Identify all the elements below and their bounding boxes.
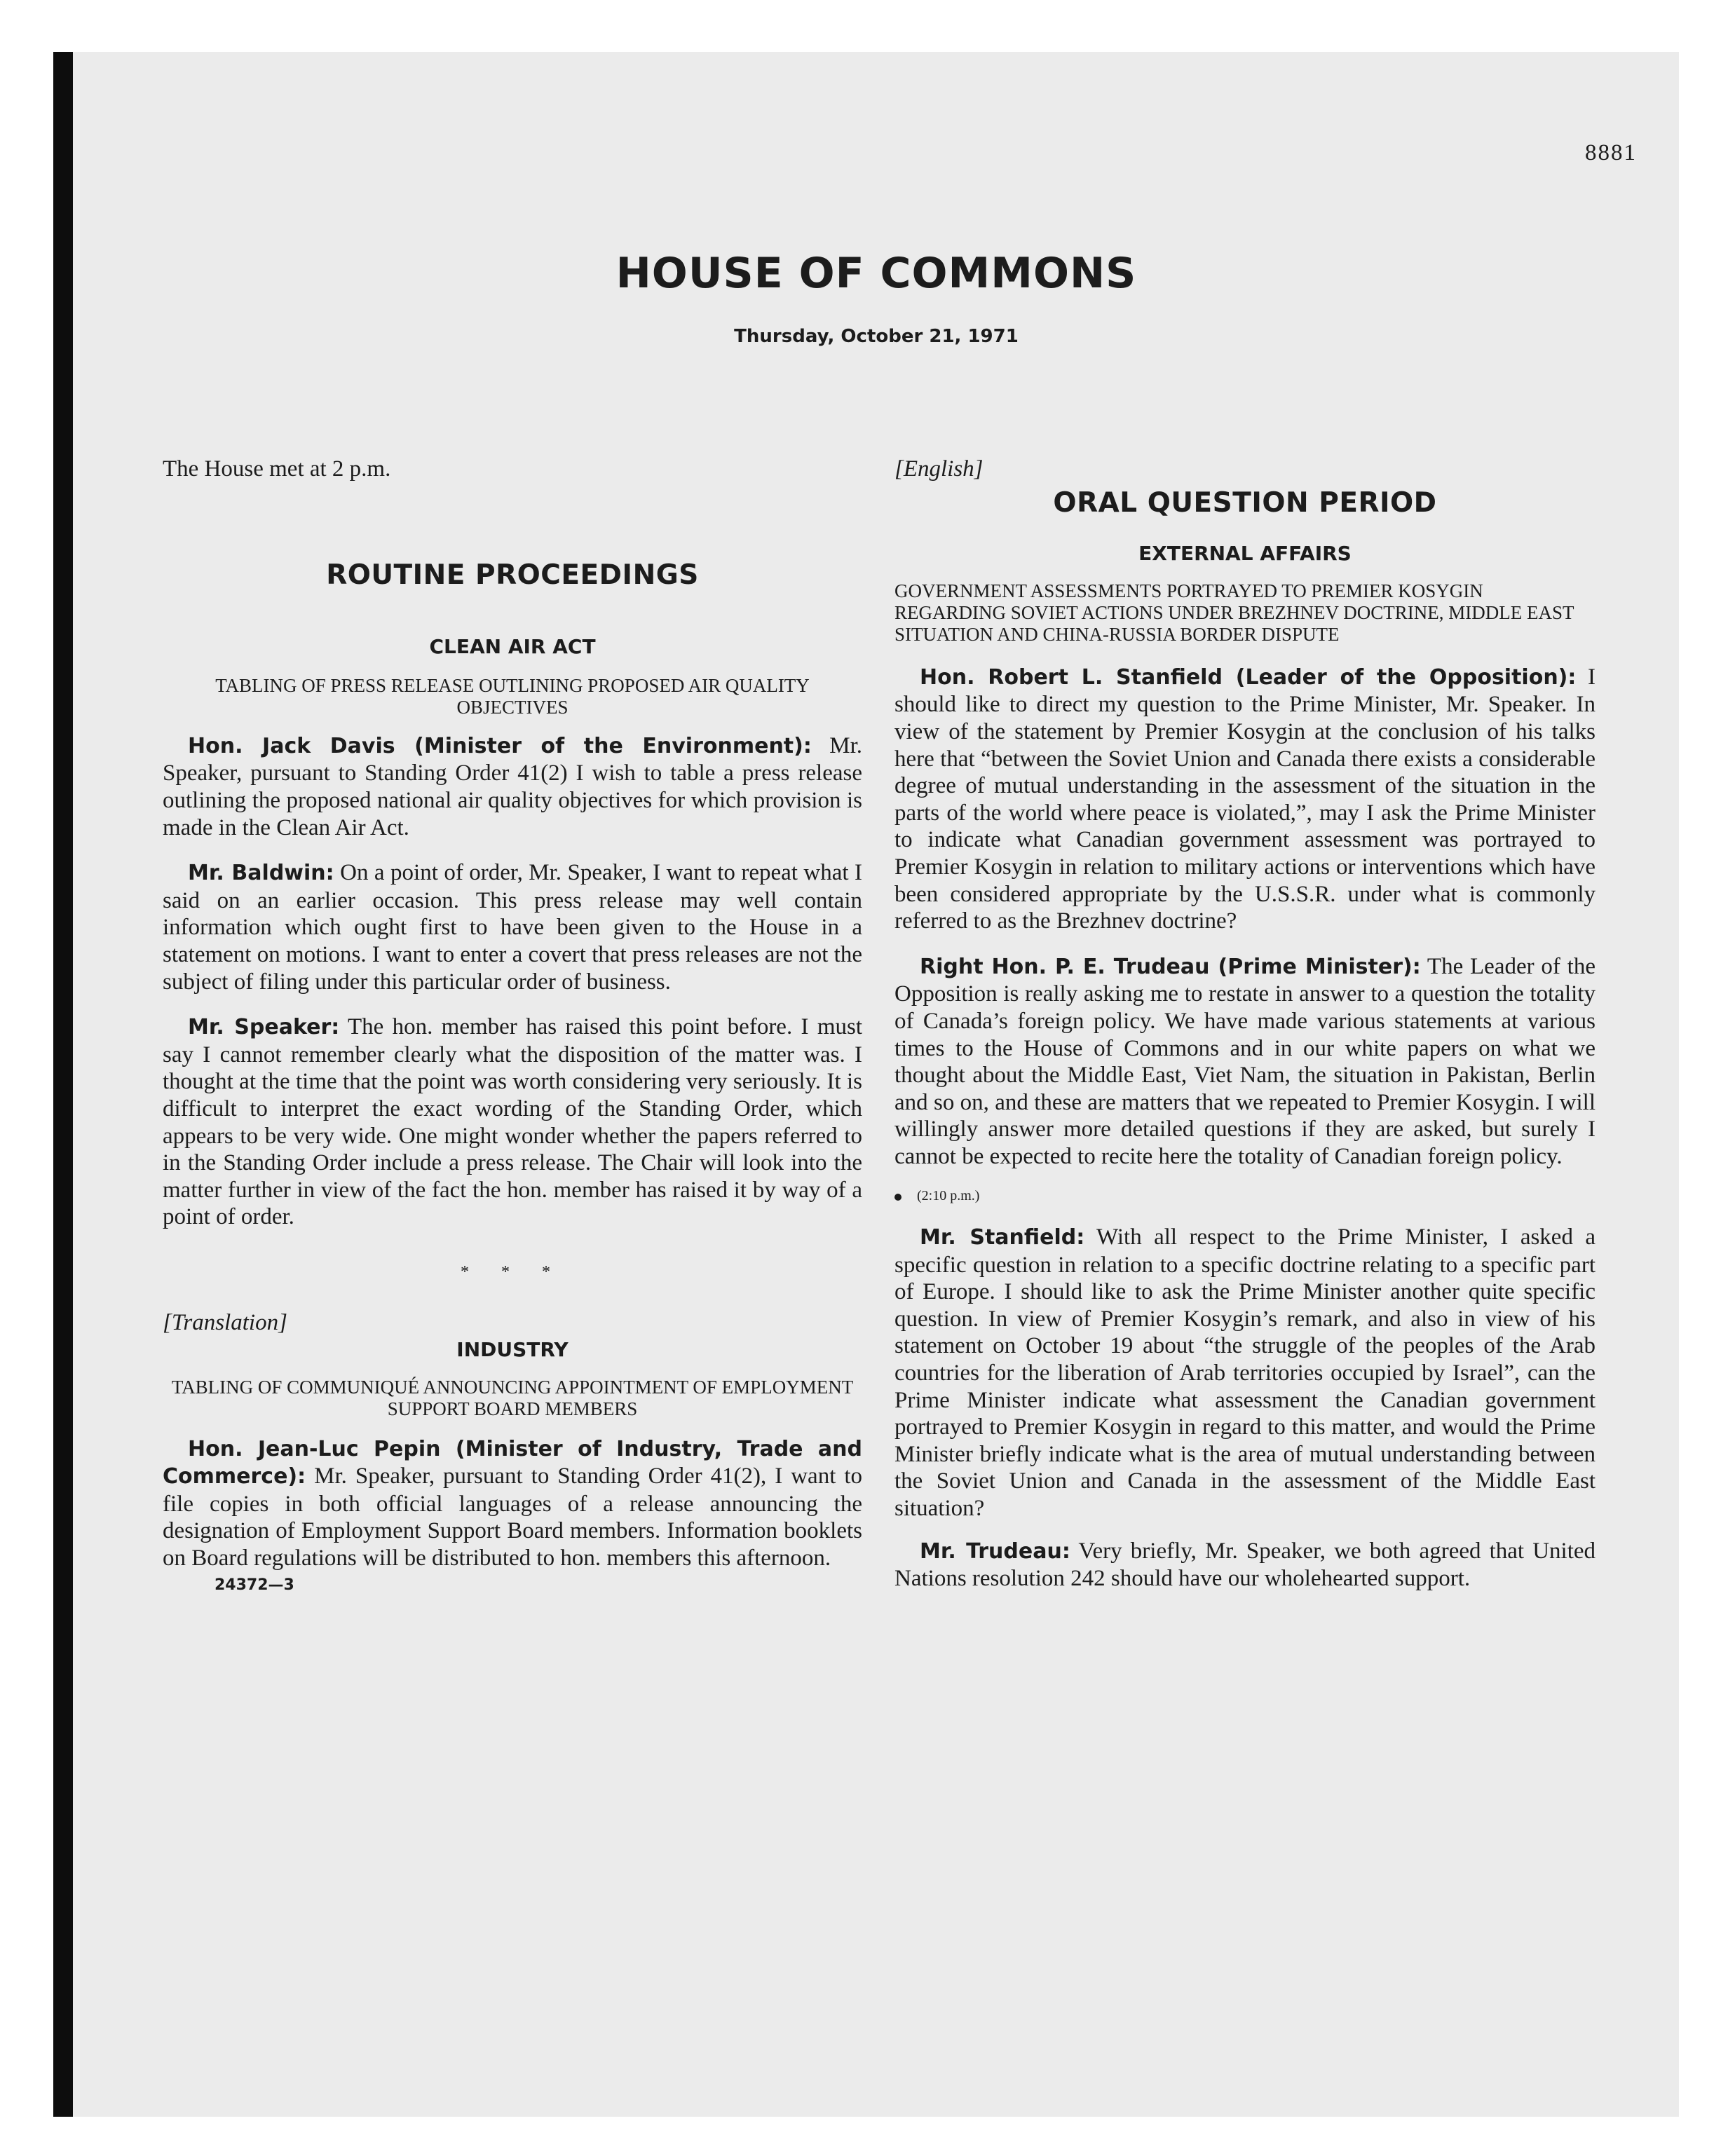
left-column: [163, 456, 862, 1599]
statement-text: On a point of order, Mr. Speaker, I want to repeat what I said on an earlier occasion. This press release may well contain information which ought first to have been given to the House in a statement on motions. I want to enter a covert that press releases are not the subject of filing under this particular order of business.: [163, 860, 863, 995]
oral-question-period-heading: ORAL QUESTION PERIOD: [1053, 486, 1437, 519]
section-separator: * * *: [461, 1262, 564, 1281]
baldwin-statement: [163, 859, 862, 995]
sitting-date: Thursday, October 21, 1971: [734, 326, 1019, 347]
speaker-name: Mr. Stanfield:: [920, 1225, 1085, 1250]
speaker-name: Hon. Jack Davis (Minister of the Environment):: [188, 733, 812, 758]
routine-proceedings-heading: ROUTINE PROCEEDINGS: [326, 559, 699, 591]
industry-subheading: TABLING OF COMMUNIQUÉ ANNOUNCING APPOINTMENT OF EMPLOYMENT SUPPORT BOARD MEMBERS: [171, 1376, 854, 1419]
speaker-name: Mr. Trudeau:: [920, 1538, 1070, 1564]
davis-statement: [163, 732, 862, 841]
speaker-name: Mr. Baldwin:: [188, 861, 334, 886]
stanfield-question: [894, 664, 1595, 935]
speaker-name: Mr. Speaker:: [188, 1015, 340, 1040]
folio-number: 24372—3: [215, 1576, 294, 1594]
statement-text: With all respect to the Prime Minister, I asked a specific question in relation to a specific doctrine relating to a specific part of Europe. I should like to ask the Prime Minister another quite specific question. In view of Premier Kosygin’s remark, and also in view of his statement on October 19 about “the struggle of the peoples of the Arab countries for the liberation of Arab territories occupied by Israel”, can the Prime Minister indicate what assessment the Canadian government portrayed to Premier Kosygin in regard to this matter, and would the Prime Minister briefly indicate what is the area of mutual understanding between the Soviet Union and Canada in the assessment of the Middle East situation?: [894, 1224, 1595, 1521]
opening-line: The House met at 2 p.m.: [163, 456, 391, 482]
english-note: [English]: [894, 456, 984, 482]
trudeau-answer: [894, 953, 1595, 1171]
industry-heading: INDUSTRY: [456, 1338, 569, 1362]
speaker-statement: [163, 1014, 862, 1231]
binding-edge: [53, 52, 73, 2117]
statement-text: I should like to direct my question to the Prime Minister, Mr. Speaker. In view of the statement by Premier Kosygin at the conclusion of his talks here that “between the Soviet Union and Canada there exists a considerable degree of mutual understanding in the assessment of the situation in the parts of the world where peace is violated,”, may I ask the Prime Minister to indicate what Canadian government assessment was portrayed to Premier Kosygin in relation to military actions or interventions which have been considered appropriate by the U.S.S.R. under what is commonly referred to as the Brezhnev doctrine?: [894, 664, 1595, 934]
external-affairs-subheading: GOVERNMENT ASSESSMENTS PORTRAYED TO PREMIER KOSYGIN REGARDING SOVIET ACTIONS UNDER BREZHNEV DOCTRINE, MIDDLE EAST SITUATION AND CHINA-RUSSIA BORDER DISPUTE: [894, 580, 1574, 645]
bullet-icon: [894, 1194, 901, 1201]
speaker-name: Hon. Jean-Luc Pepin (Minister of Industry, Trade and Commerce):: [163, 1436, 862, 1489]
statement-text: Mr. Speaker, pursuant to Standing Order 41(2), I want to file copies in both official languages of a release announcing the designation of Employment Support Board members. Information booklets on Board regulations will be distributed to hon. members this afternoon.: [163, 1464, 863, 1571]
timestamp: [894, 1182, 1595, 1210]
clean-air-subheading: TABLING OF PRESS RELEASE OUTLINING PROPOSED AIR QUALITY OBJECTIVES: [215, 674, 810, 718]
statement-text: Mr. Speaker, pursuant to Standing Order 41(2) I wish to table a press release outlining the proposed national air quality objectives for which provision is made in the Clean Air Act.: [163, 732, 862, 840]
speaker-name: Hon. Robert L. Stanfield (Leader of the Opposition):: [920, 664, 1577, 690]
statement-text: Very briefly, Mr. Speaker, we both agreed that United Nations resolution 242 should have our wholehearted support.: [894, 1538, 1596, 1592]
page-title: HOUSE OF COMMONS: [615, 249, 1137, 298]
stanfield-followup: [894, 1224, 1595, 1522]
speaker-name: Right Hon. P. E. Trudeau (Prime Minister):: [920, 954, 1421, 979]
page-number: 8881: [1585, 140, 1637, 165]
trudeau-reply: [894, 1538, 1595, 1592]
timestamp-text: (2:10 p.m.): [917, 1188, 980, 1204]
statement-text: The Leader of the Opposition is really asking me to restate in answer to a question the totality of Canada’s foreign policy. We have made various statements at various times to the House of Commons and in our white papers on what we thought about the Middle East, Viet Nam, the situation in Pakistan, Berlin and so on, and these are matters that we repeated to Premier Kosygin. I will willingly answer more detailed questions if they are asked, but surely I cannot be expected to recite here the totality of Canadian foreign policy.: [894, 953, 1595, 1169]
clean-air-act-heading: CLEAN AIR ACT: [429, 635, 596, 659]
external-affairs-heading: EXTERNAL AFFAIRS: [1138, 542, 1352, 566]
statement-text: The hon. member has raised this point before. I must say I cannot remember clearly what the disposition of the matter was. I thought at the time that the point was worth considering very seriously. It is difficult to interpret the exact wording of the Standing Order, which appears to be very wide. One might wonder whether the papers referred to in the Standing Order include a press release. The Chair will look into the matter further in view of the fact the hon. member has raised it by way of a point of order.: [163, 1014, 863, 1230]
pepin-statement: [163, 1435, 862, 1572]
right-column: [894, 456, 1595, 1592]
translation-note: [Translation]: [163, 1310, 287, 1336]
